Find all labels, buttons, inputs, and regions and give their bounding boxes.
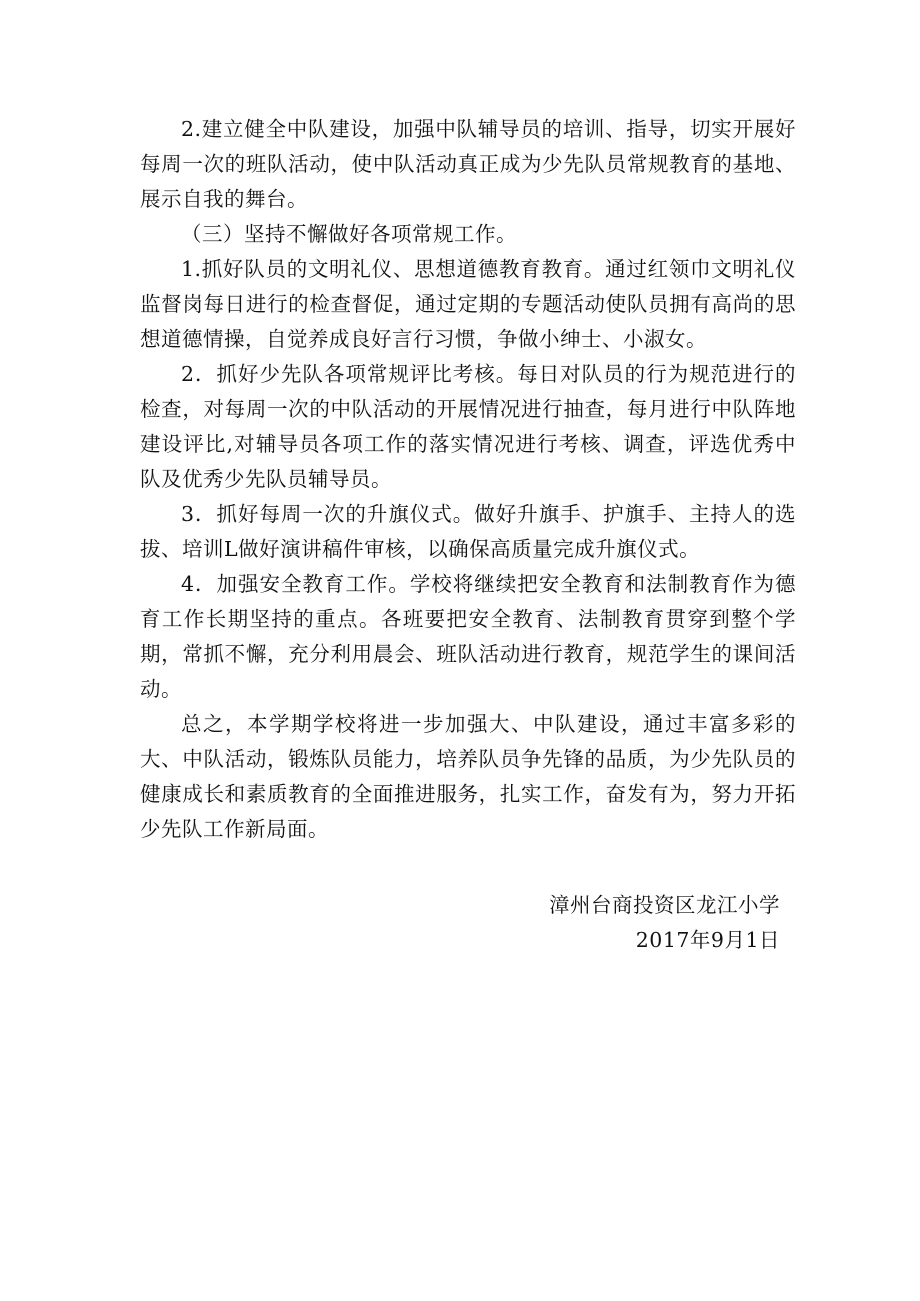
section-heading-routine-work: （三）坚持不懈做好各项常规工作。: [181, 222, 517, 246]
signature-organization: 漳州台商投资区龙江小学: [549, 893, 780, 917]
signature-block: [549, 888, 780, 958]
document-body: [140, 112, 796, 847]
paragraph-conclusion: 总之，本学期学校将进一步加强大、中队建设，通过丰富多彩的大、中队活动，锻炼队员能力，培养队员争先锋的品质，为少先队员的健康成长和素质教育的全面推进服务，扎实工作，奋发有为，努力开拓少先队工作新局面。: [140, 712, 796, 841]
paragraph-item-2-middle-squadron: 2.建立健全中队建设，加强中队辅导员的培训、指导，切实开展好每周一次的班队活动，使中队活动真正成为少先队员常规教育的基地、展示自我的舞台。: [140, 117, 796, 211]
signature-date: 2017年9月1日: [635, 928, 780, 952]
paragraph-item-2-assessment: 2．抓好少先队各项常规评比考核。每日对队员的行为规范进行的检查，对每周一次的中队活动的开展情况进行抽查，每月进行中队阵地建设评比,对辅导员各项工作的落实情况进行考核、调查，评选优秀中队及优秀少先队员辅导员。: [140, 362, 796, 491]
paragraph-item-1-etiquette: 1.抓好队员的文明礼仪、思想道德教育教育。通过红领巾文明礼仪监督岗每日进行的检查督促，通过定期的专题活动使队员拥有高尚的思想道德情操，自觉养成良好言行习惯，争做小绅士、小淑女。: [140, 257, 796, 351]
paragraph-item-3-flag-ceremony: 3．抓好每周一次的升旗仪式。做好升旗手、护旗手、主持人的选拔、培训L做好演讲稿件审核，以确保高质量完成升旗仪式。: [140, 502, 796, 561]
paragraph-item-4-safety: 4．加强安全教育工作。学校将继续把安全教育和法制教育作为德育工作长期坚持的重点。各班要把安全教育、法制教育贯穿到整个学期，常抓不懈，充分利用晨会、班队活动进行教育，规范学生的课间活动。: [140, 572, 796, 701]
